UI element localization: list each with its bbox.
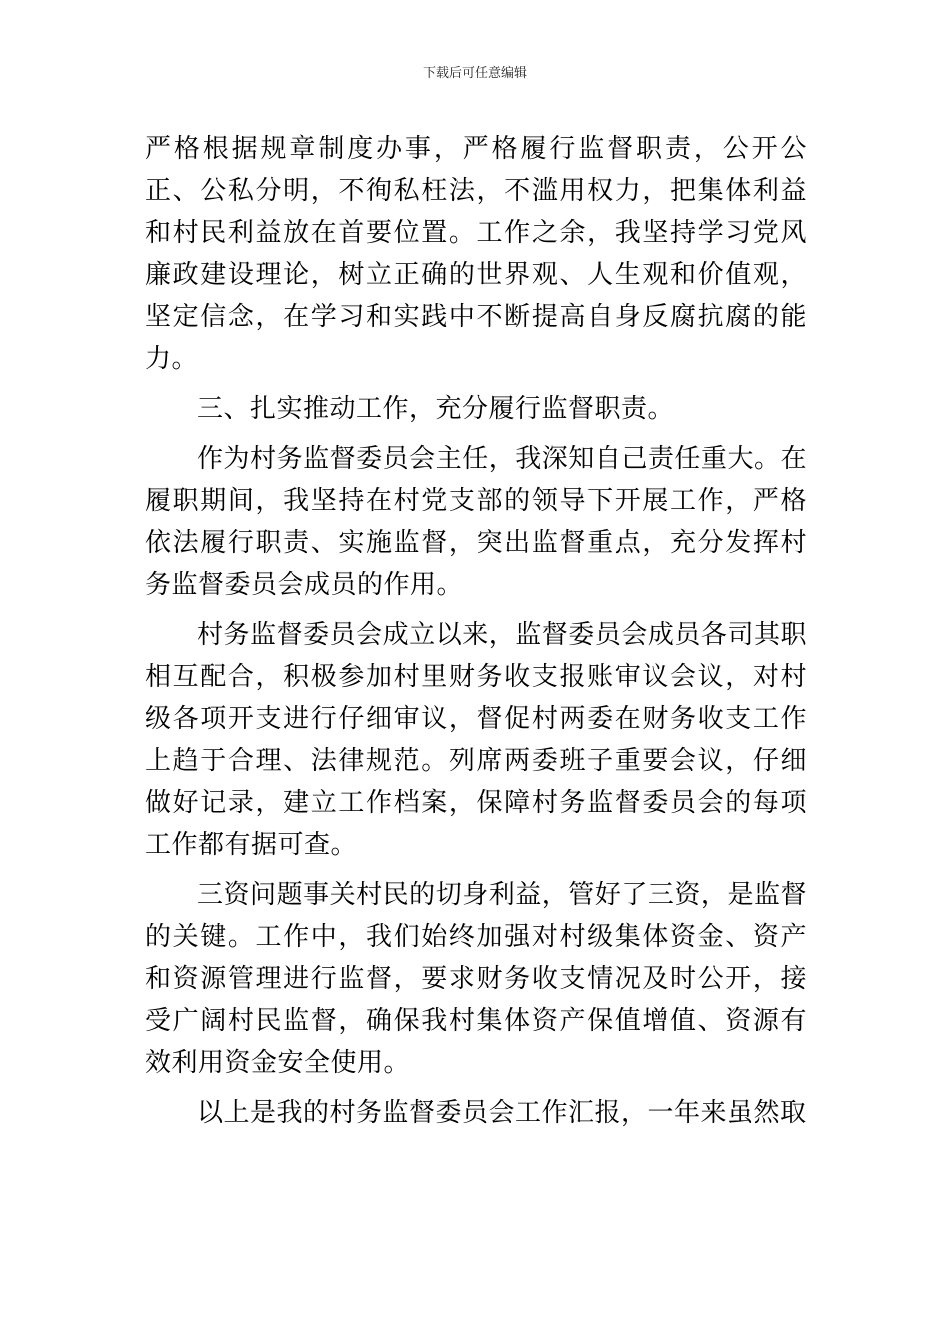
page-header: 下载后可任意编辑	[422, 66, 527, 81]
paragraph: 三资问题事关村民的切身利益，管好了三资，是监督的关键。工作中，我们始终加强对村级集体资金、资产和资源管理进行监督，要求财务收支情况及时公开，接受广阔村民监督，确保我村集体资产保值增值、资源有效利用资金安全使用。	[145, 880, 807, 1078]
paragraph-continued: 严格根据规章制度办事，严格履行监督职责，公开公正、公私分明，不徇私枉法，不滥用权力，把集体利益和村民利益放在首要位置。工作之余，我坚持学习党风廉政建设理论，树立正确的世界观、人生观和价值观，坚定信念，在学习和实践中不断提高自身反腐抗腐的能力。	[145, 134, 807, 374]
section-heading: 三、扎实推动工作，充分履行监督职责。	[197, 394, 675, 424]
paragraph: 村务监督委员会成立以来，监督委员会成员各司其职相互配合，积极参加村里财务收支报账审议会议，对村级各项开支进行仔细审议，督促村两委在财务收支工作上趋于合理、法律规范。列席两委班子重要会议，仔细做好记录，建立工作档案，保障村务监督委员会的每项工作都有据可查。	[145, 620, 807, 860]
document-body	[145, 128, 807, 1134]
paragraph: 以上是我的村务监督委员会工作汇报，一年来虽然取	[197, 1098, 807, 1128]
paragraph: 作为村务监督委员会主任，我深知自己责任重大。在履职期间，我坚持在村党支部的领导下开展工作，严格依法履行职责、实施监督，突出监督重点，充分发挥村务监督委员会成员的作用。	[145, 444, 807, 600]
